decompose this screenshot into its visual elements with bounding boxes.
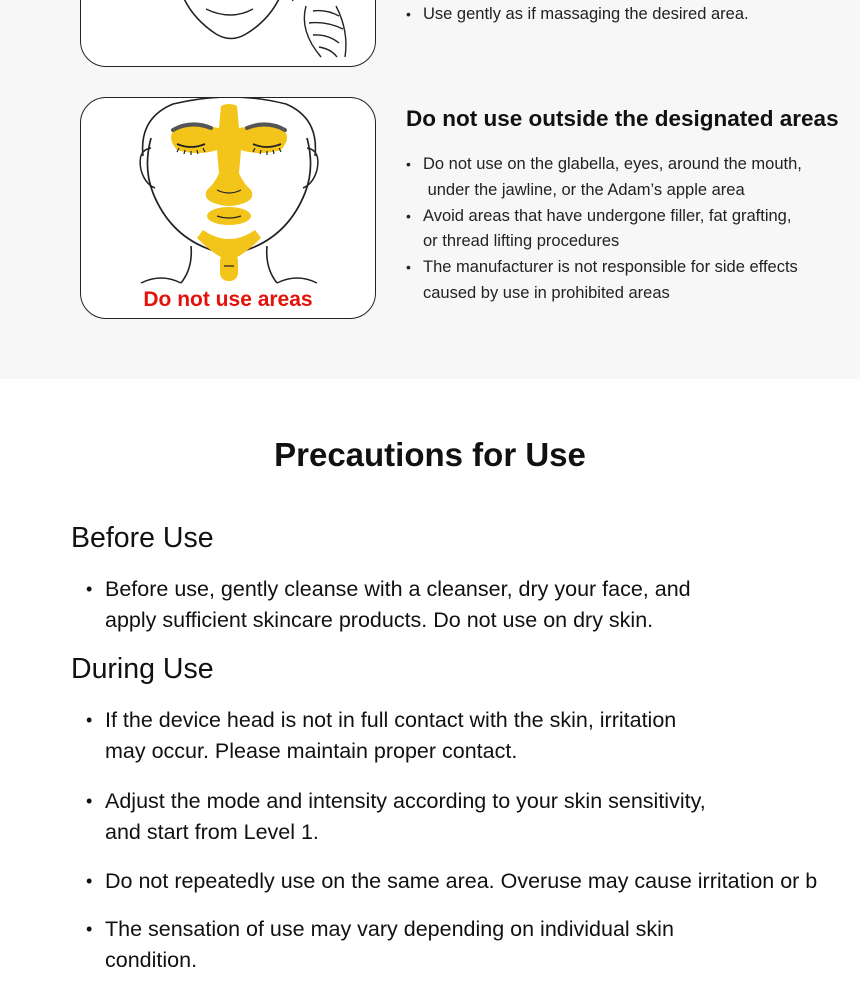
list-item: • Do not use on the glabella, eyes, around the mouth, under the jawline, or the Adam’s apple area: [406, 152, 802, 204]
before-use-heading: Before Use: [71, 522, 214, 554]
prohibited-areas-list: [406, 152, 802, 307]
list-item: • Before use, gently cleanse with a cleanser, dry your face, and apply sufficient skincare products. Do not use on dry skin.: [86, 574, 691, 636]
face-massage-illustration: [80, 0, 376, 67]
list-item: • Adjust the mode and intensity according to your skin sensitivity, and start from Level 1.: [86, 786, 817, 848]
list-item: • The manufacturer is not responsible for side effects caused by use in prohibited areas: [406, 255, 802, 307]
before-use-list: [86, 574, 691, 636]
list-item: • Do not repeatedly use on the same area. Overuse may cause irritation or b: [86, 866, 817, 897]
prohibited-areas-title: Do not use outside the designated areas: [406, 106, 839, 131]
list-item: • The sensation of use may vary depending on individual skin condition.: [86, 914, 817, 976]
list-item: • Avoid areas that have undergone filler, fat grafting, or thread lifting procedures: [406, 204, 802, 256]
usage-area-section: [0, 0, 860, 379]
prohibited-areas-illustration: [80, 97, 376, 319]
during-use-list: [86, 705, 817, 976]
page-title: Precautions for Use: [274, 436, 586, 473]
during-use-heading: During Use: [71, 653, 214, 685]
list-item: • If the device head is not in full contact with the skin, irritation may occur. Please maintain proper contact.: [86, 705, 817, 767]
list-item: • Use gently as if massaging the desired area.: [406, 2, 749, 28]
face-prohibited-areas-drawing: [81, 98, 376, 319]
massage-instructions: [406, 2, 749, 28]
face-massage-drawing: [81, 0, 376, 67]
prohibited-areas-caption: Do not use areas: [143, 288, 313, 311]
